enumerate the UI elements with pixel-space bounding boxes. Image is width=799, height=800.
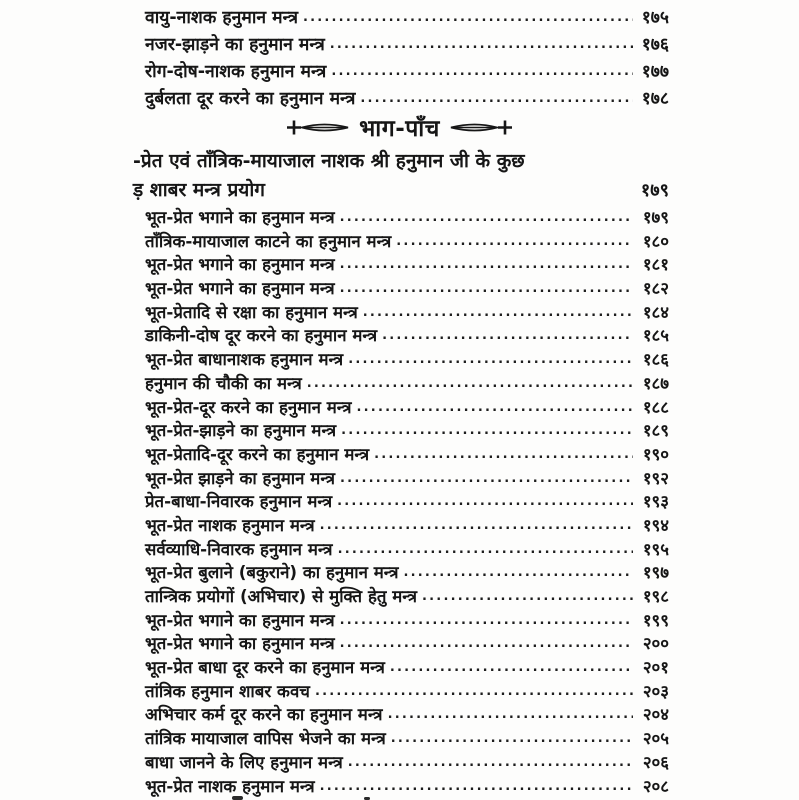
toc-entry-page-number: १८८ [642, 396, 669, 417]
toc-entry-page-number: १७७ [641, 62, 669, 82]
toc-entry-page-number: १९८ [642, 586, 669, 606]
toc-entry-title: भूत-प्रेत बाधानाशक हनुमान मन्त्र [145, 349, 344, 370]
toc-entry [145, 348, 669, 372]
toc-entry [145, 5, 669, 32]
toc-entry-page-number: १९० [642, 443, 669, 464]
toc-entry [145, 419, 669, 443]
toc-entry-page-number: १७९ [642, 207, 669, 227]
dot-leader [352, 396, 633, 420]
toc-entry [145, 253, 669, 277]
toc-entry-page-number: २०४ [642, 704, 669, 725]
toc-entry-page-number: २०५ [642, 728, 669, 749]
subheading-page-number: १७९ [640, 180, 669, 201]
toc-entry-title: तान्त्रिक प्रयोगों (अभिचार) से मुक्ति हेतु मन्त्र [145, 586, 418, 606]
dot-leader [332, 490, 633, 514]
dot-leader [336, 419, 633, 443]
section-heading [0, 111, 799, 143]
toc-entry-page-number: १८९ [642, 420, 669, 441]
toc-entry [145, 775, 669, 799]
dot-leader [335, 206, 633, 230]
toc-list-top [145, 5, 669, 113]
dot-leader [315, 514, 633, 538]
toc-entry-title: हनुमान की चौकी का मन्त्र [145, 372, 302, 393]
toc-entry-page-number: १८० [642, 230, 669, 251]
toc-entry [145, 32, 669, 59]
toc-entry [145, 561, 669, 585]
toc-entry [145, 680, 669, 704]
toc-entry-title: भूत-प्रेत भगाने का हनुमान मन्त्र [145, 207, 335, 227]
toc-entry-page-number: १९७ [642, 562, 669, 583]
dot-leader [391, 230, 633, 254]
toc-entry-title: वायु-नाशक हनुमान मन्त्र [145, 8, 298, 28]
toc-entry [145, 372, 669, 396]
toc-entry-title: सर्वव्याधि-निवारक हनुमान मन्त्र [145, 538, 333, 559]
toc-entry [145, 443, 669, 467]
toc-entry [145, 632, 669, 656]
dot-leader [383, 703, 633, 727]
subheading-line2-text: ड़ शाबर मन्त्र प्रयोग [133, 179, 265, 201]
toc-entry-title: भूत-प्रेतादि-दूर करने का हनुमान मन्त्र [145, 443, 370, 464]
toc-entry-title: भूत-प्रेत भगाने का हनुमान मन्त्र [145, 254, 335, 275]
toc-entry-page-number: १८१ [642, 254, 669, 275]
toc-entry-title: भूत-प्रेत बाधा दूर करने का हनुमान मन्त्र [145, 657, 385, 678]
dot-leader [335, 467, 633, 491]
toc-entry [145, 324, 669, 348]
dot-leader [343, 348, 633, 372]
subheading-line1: -प्रेत एवं ताँत्रिक-मायाजाल नाशक श्री हनुमान जी के कुछ [133, 150, 525, 172]
toc-entry-page-number: १७५ [641, 8, 669, 28]
toc-entry [145, 86, 669, 113]
toc-entry-page-number: १८४ [642, 301, 669, 322]
toc-entry-title: भूत-प्रेत बुलाने (बकुराने) का हनुमान मन्त्र [145, 562, 399, 583]
dot-leader [355, 85, 633, 112]
toc-entry-title: भूत-प्रेत-झाड़ने का हनुमान मन्त्र [145, 420, 337, 441]
toc-entry-page-number: १९२ [642, 467, 669, 488]
toc-entry-page-number: २०३ [642, 680, 669, 701]
dot-leader [315, 775, 633, 799]
toc-entry-title: भूत-प्रेत भगाने का हनुमान मन्त्र [145, 609, 335, 630]
toc-entry-title: भूत-प्रेत झाड़ने का हनुमान मन्त्र [145, 467, 336, 488]
toc-entry-page-number: १७८ [641, 89, 669, 109]
dot-leader [335, 277, 633, 301]
dot-leader [377, 324, 633, 348]
section-subheading [133, 147, 669, 205]
toc-entry-title: ताँत्रिक-मायाजाल काटने का हनुमान मन्त्र [145, 230, 392, 251]
toc-entry-page-number: २०८ [642, 775, 669, 796]
toc-entry [145, 277, 669, 301]
toc-entry-title: रोग-दोष-नाशक हनुमान मन्त्र [145, 62, 327, 82]
toc-entry-title: भूत-प्रेत भगाने का हनुमान मन्त्र [145, 278, 335, 299]
toc-entry-page-number: १९५ [642, 538, 669, 559]
toc-entry [145, 538, 669, 562]
section-heading-label: भाग-पाँच [359, 116, 440, 142]
toc-entry-title: तांत्रिक मायाजाल वापिस भेजने का मन्त्र [145, 728, 386, 749]
toc-entry-title: भूत-प्रेतादि से रक्षा का हनुमान मन्त्र [145, 301, 358, 322]
heading-ornament-left [287, 120, 349, 135]
toc-entry [145, 751, 669, 775]
toc-entry-page-number: १८५ [642, 325, 669, 346]
dot-leader [335, 632, 633, 656]
dot-leader [302, 372, 633, 396]
toc-entry [145, 656, 669, 680]
toc-entry-page-number: १८७ [642, 372, 669, 393]
toc-entry-title: भूत-प्रेत-दूर करने का हनुमान मन्त्र [145, 396, 352, 417]
toc-entry [145, 206, 669, 230]
toc-list-main [145, 206, 669, 798]
heading-ornament-right [450, 120, 512, 135]
toc-entry [145, 301, 669, 325]
dot-leader [310, 680, 633, 704]
toc-entry-title: अभिचार कर्म दूर करने का हनुमान मन्त्र [145, 704, 383, 725]
toc-entry [145, 514, 669, 538]
toc-entry [145, 490, 669, 514]
dot-leader [335, 253, 633, 277]
toc-entry-title: दुर्बलता दूर करने का हनुमान मन्त्र [145, 89, 356, 109]
toc-entry [145, 230, 669, 254]
toc-entry [145, 59, 669, 86]
toc-entry-page-number: २०० [642, 633, 669, 654]
toc-entry [145, 396, 669, 420]
dot-leader [325, 31, 633, 58]
toc-entry-title: भूत-प्रेत नाशक हनुमान मन्त्र [145, 775, 315, 796]
toc-entry-page-number: १७६ [641, 35, 669, 55]
dot-leader [333, 538, 633, 562]
dot-leader [326, 58, 633, 85]
toc-entry-title: भूत-प्रेत नाशक हनुमान मन्त्र [145, 514, 315, 535]
toc-entry-page-number: २०६ [642, 751, 669, 772]
toc-entry [145, 467, 669, 491]
toc-entry-title: भूत-प्रेत भगाने का हनुमान मन्त्र [145, 633, 335, 654]
toc-entry-page-number: १९४ [642, 514, 669, 535]
toc-entry [145, 585, 669, 609]
toc-entry-title: तांत्रिक हनुमान शाबर कवच [145, 680, 310, 701]
dot-leader [386, 727, 633, 751]
toc-entry-title: प्रेत-बाधा-निवारक हनुमान मन्त्र [145, 491, 333, 512]
subheading-line2 [133, 176, 669, 205]
dot-leader [417, 585, 633, 609]
dot-leader [385, 656, 633, 680]
toc-entry-page-number: २०१ [642, 657, 669, 678]
toc-entry-page-number: १८६ [642, 349, 669, 370]
cutoff-line-fragment [232, 796, 243, 800]
dot-leader [298, 4, 633, 31]
toc-entry-title: नजर-झाड़ने का हनुमान मन्त्र [145, 35, 325, 55]
toc-entry-title: बाधा जानने के लिए हनुमान मन्त्र [145, 751, 343, 772]
dot-leader [369, 443, 633, 467]
toc-entry [145, 609, 669, 633]
dot-leader [399, 561, 633, 585]
dot-leader [358, 301, 633, 325]
toc-entry-title: डाकिनी-दोष दूर करने का हनुमान मन्त्र [145, 325, 378, 346]
toc-entry [145, 727, 669, 751]
toc-entry-page-number: १९३ [642, 491, 669, 512]
toc-entry-page-number: १८२ [642, 278, 669, 299]
dot-leader [343, 751, 633, 775]
toc-entry-page-number: १९९ [642, 609, 669, 630]
toc-entry [145, 703, 669, 727]
dot-leader [335, 609, 633, 633]
